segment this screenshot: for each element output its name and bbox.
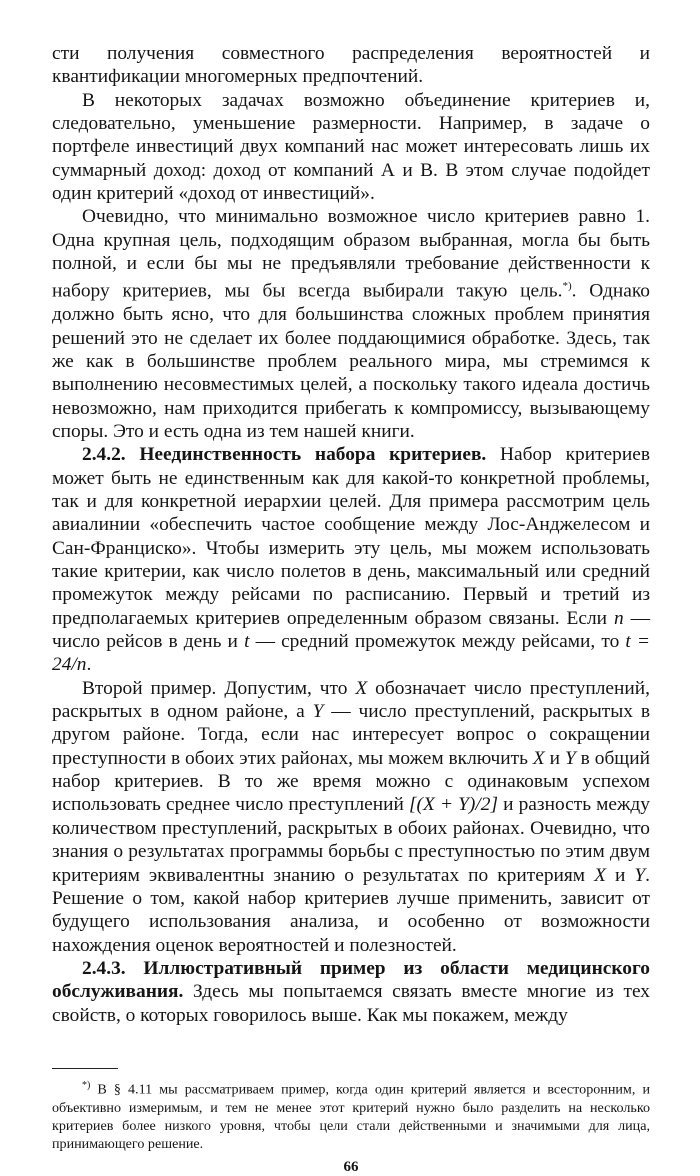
footnote [52,1077,650,1153]
math-variable: X [532,747,545,769]
formula: [(X + Y)/2] [409,794,499,816]
math-variable: Y [564,747,576,769]
math-variable: X [594,864,606,886]
text-segment: Здесь мы попытаемся связать вместе многие из тех свойств, о которых говорилось выше. Как мы покажем, между [52,981,650,1026]
math-variable: n [613,607,624,629]
text-segment: в общий набор критериев. В то же время можно с одинаковым успехом использовать среднее число преступлений [52,747,650,816]
footnote-reference: *) [562,280,572,293]
page-number: 66 [343,1158,359,1175]
text-segment: Второй пример. Допустим, что [82,677,356,699]
footnote-divider [52,1068,118,1069]
text-segment: — число преступлений, раскрытых в другом районе. Тогда, если нас интересует вопрос о сокращении преступности в обоих этих районах, мы можем включить [52,701,651,769]
paragraph-combining-criteria: В некоторых задачах возможно объединение критериев и, следовательно, уменьшение размерности. Например, в задаче о портфеле инвестиций двух компаний нас может интересовать лишь их суммарный доход: доход от компаний А и В. В этом случае подойдет один критерий «доход от инвестиций». [52,89,650,205]
text-segment: Набор критериев может быть не единственным как для какой-то конкретной проблемы, так и для конкретной иерархии целей. Для примера рассмотрим цель авиалинии «обеспечить частое сообщение между Лос-Анджелесом и Сан-Франциско». Чтобы измерить эту цель, мы можем использовать такие критерии, как число полетов в день, максимальный или средний промежуток между рейсами по расписанию. Первый и третий из предполагаемых критериев определенным образом связаны. Если [52,444,650,629]
paragraph-continuation: сти получения совместного распределения вероятностей и квантификации многомерных предпочтений. [52,43,650,88]
footnote-mark: *) [82,1080,91,1092]
section-2-4-3 [52,957,650,1027]
section-heading: 2.4.2. Неединственность набора критериев. [82,444,487,466]
section-heading: 2.4.3. Иллюстративный пример из области медицинского обслуживания. [52,957,650,1003]
text-segment: . Решение о том, какой набор критериев лучше применить, зависит от будущего использования анализа, и особенно от возможности нахождения оценок вероятностей и полезностей. [52,864,650,956]
text-segment: Очевидно, что минимально возможное число критериев равно 1. Одна крупная цель, подходящим образом выбранная, могла бы быть полной, и если бы мы не предъявляли требование действенности к набору критериев, мы бы всегда выбирали такую цель. [52,206,650,302]
text-segment: . Однако должно быть ясно, что для большинства сложных проблем принятия решений это не сделает их более поддающимися обработке. Здесь, так же как в большинстве проблем реального мира, мы стремимся к выполнению несовместимых целей, а поскольку такого идеала достичь невозможно, нам приходится прибегать к компромиссу, вызывающему споры. Это и есть одна из тем нашей книги. [52,280,650,442]
math-variable: X [355,677,368,699]
text-segment: . [86,654,92,676]
book-page [52,42,650,1176]
formula: t = 24/n [52,631,650,676]
math-variable: Y [312,701,324,723]
text-segment: — число рейсов в день и [52,607,650,653]
section-2-4-2 [52,443,650,676]
text-segment: и разность между количеством преступлений, раскрытых в обоих районах. Очевидно, что знания о результатах программы борьбы с преступностью по этим двум критериям эквивалентны знанию о результатах по критериям [52,794,650,886]
math-variable: t [244,631,250,653]
text-segment: и [544,747,565,769]
paragraph-second-example [52,677,650,957]
text-segment: — средний промежуток между рейсами, то [249,631,626,653]
text-segment: обозначает число преступлений, раскрытых в одном районе, а [52,677,650,723]
math-variable: Y [634,864,646,886]
footnote-text: В § 4.11 мы рассматриваем пример, когда один критерий является и всесторонним, и объективно измеримым, и тем не менее этот критерий нужно было разделить на несколько критериев более низкого уровня, чтобы цели стали действенными и значимыми для лица, принимающего решение. [52,1081,650,1152]
paragraph-minimal-criteria [52,205,650,443]
text-segment: и [605,864,635,886]
